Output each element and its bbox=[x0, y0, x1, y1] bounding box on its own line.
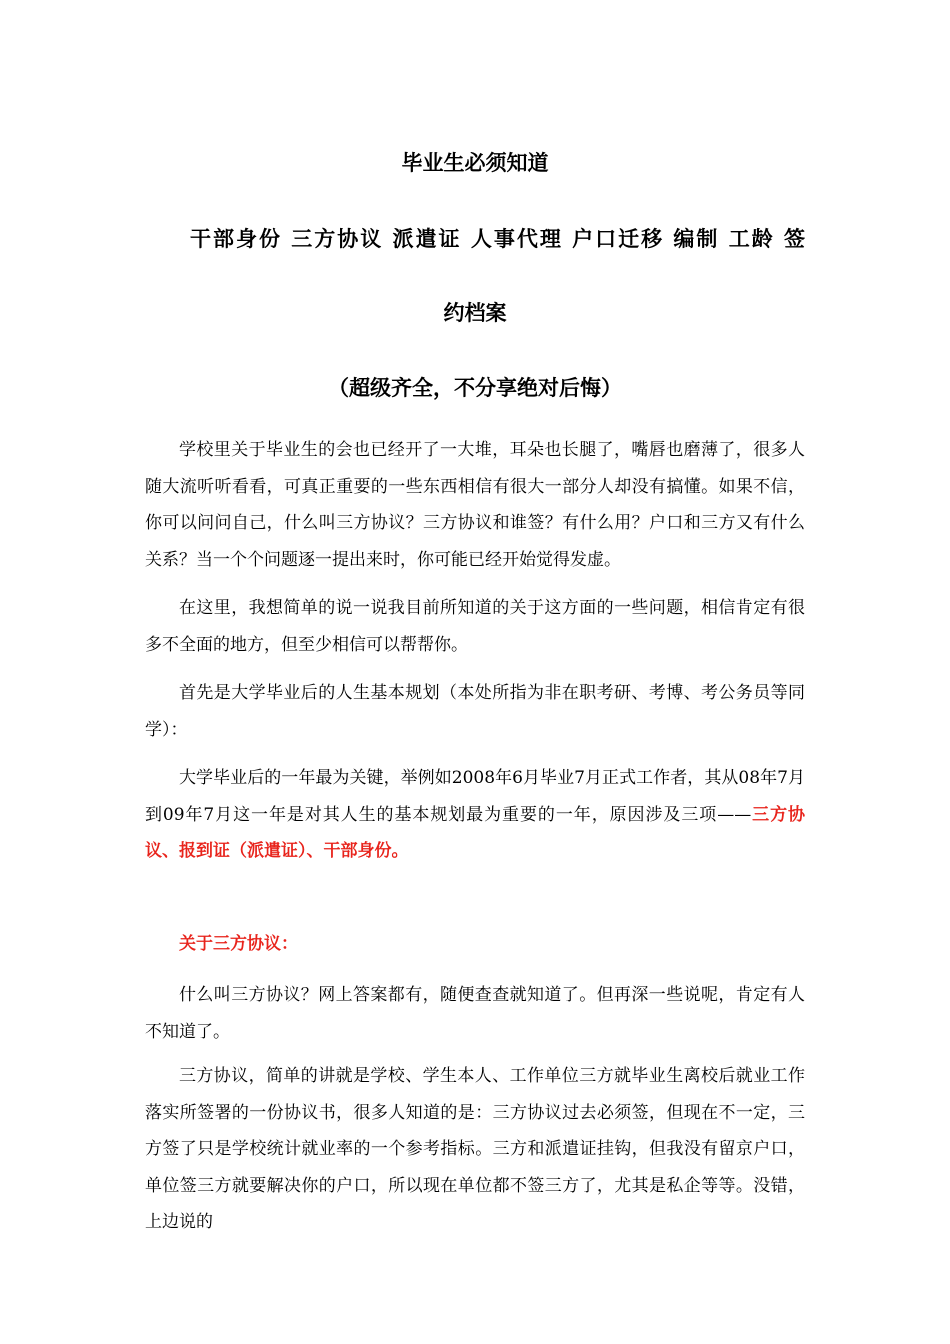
paragraph-intro: 学校里关于毕业生的会也已经开了一大堆，耳朵也长腿了，嘴唇也磨薄了，很多人随大流听听看看，可真正重要的一些东西相信有很大一部分人却没有搞懂。如果不信，你可以问问自己，什么叫三方协议？三方协议和谁签？有什么用？户口和三方又有什么关系？当一个个问题逐一提出来时，你可能已经开始觉得发虚。 bbox=[145, 440, 805, 570]
paragraph-tripartite-explain: 三方协议，简单的讲就是学校、学生本人、工作单位三方就毕业生离校后就业工作落实所签署的一份协议书，很多人知道的是：三方协议过去必须签，但现在不一定，三方签了只是学校统计就业率的一个参考指标。三方和派遣证挂钩，但我没有留京户口，单位签三方就要解决你的户口，所以现在单位都不签三方了，尤其是私企等等。没错，上边说的 bbox=[145, 1066, 805, 1232]
paragraph-key-year bbox=[145, 760, 805, 870]
section-heading-tripartite: 关于三方协议： bbox=[179, 934, 298, 954]
document-tagline: （超级齐全，不分享绝对后悔） bbox=[328, 376, 622, 400]
paragraph-key-year-text: 大学毕业后的一年最为关键，举例如2008年6月毕业7月正式工作者，其从08年7月到09年7月这一年是对其人生的基本规划最为重要的一年，原因涉及三项—— bbox=[145, 768, 805, 825]
paragraph-tripartite-question: 什么叫三方协议？网上答案都有，随便查查就知道了。但再深一些说呢，肯定有人不知道了。 bbox=[145, 985, 805, 1042]
paragraph-key-year-highlight: 三方协议、报到证（派遣证）、干部身份。 bbox=[145, 804, 806, 861]
paragraph-planning: 首先是大学毕业后的人生基本规划（本处所指为非在职考研、考博、考公务员等同学）： bbox=[145, 683, 805, 740]
document-subtitle-line2: 约档案 bbox=[443, 301, 507, 325]
document-subtitle-line1: 干部身份 三方协议 派遣证 人事代理 户口迁移 编制 工龄 签 bbox=[190, 227, 805, 251]
paragraph-purpose: 在这里，我想简单的说一说我目前所知道的关于这方面的一些问题，相信肯定有很多不全面的地方，但至少相信可以帮帮你。 bbox=[145, 598, 805, 655]
document-title: 毕业生必须知道 bbox=[401, 151, 549, 175]
